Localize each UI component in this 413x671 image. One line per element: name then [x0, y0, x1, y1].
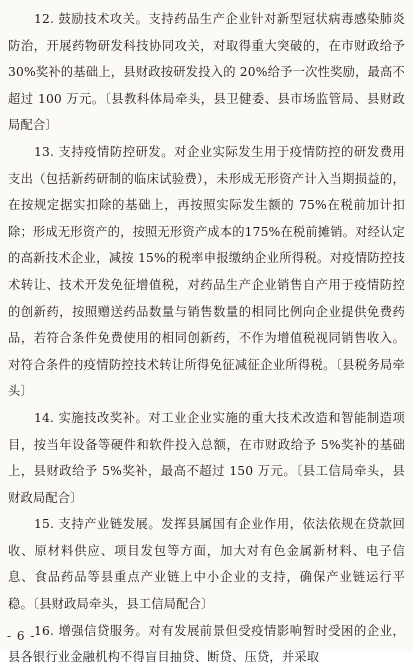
page-number: - 6 - [7, 629, 36, 643]
paragraph-15-industry-chain-support: 15. 支持产业链发展。发挥县属国有企业作用，依法依规在贷款回收、原材料供应、项目发包等方面，加大对有色金属新材料、电子信息、食品药品等县重点产业链上中小企业的支持，确保产业链运行平稳。〔县财政局牵头，县工信局配合〕 [8, 517, 405, 612]
paragraph-16-credit-service: 16. 增强信贷服务。对有发展前景但受疫情影响暂时受困的企业，县各银行业金融机构不得盲目抽贷、断贷、压贷，并采取 [8, 623, 405, 665]
policy-text-block [8, 6, 405, 671]
paragraph-13-support-epidemic-research: 13. 支持疫情防控研发。对企业实际发生用于疫情防控的研发费用支出（包括新药研制的临床试验费），未形成无形资产计入当期损益的，在按规定据实扣除的基础上，再按照实际发生额的 75%在税前加计扣除；形成无形资产的，按照无形资产成本的175%在税前摊销。对经认定的高新技术企业，减按 15%的税率申报缴纳企业所得税。对疫情防控技术转让、技术开发免征增值税，对药品生产企业销售自产用于疫情防控的创新药，按照赠送药品数量与销售数量的相同比例向企业提供免费药品，若符合条件免费使用的相同创新药，不作为增值税视同销售收入。对符合条件的疫情防控技术转让所得免征减征企业所得税。〔县税务局牵头〕 [8, 144, 405, 399]
paragraph-12-encourage-technology-research: 12. 鼓励技术攻关。支持药品生产企业针对新型冠状病毒感染肺炎防治，开展药物研发科技协同攻关，对取得重大突破的，在市财政给予 30%奖补的基础上，县财政按研发投入的 20%给予一次性奖励，最高不超过 100 万元。〔县教科体局牵头，县卫健委、县市场监管局、县财政局配合〕 [8, 12, 405, 133]
paragraph-14-technical-transformation-subsidy: 14. 实施技改奖补。对工业企业实施的重大技术改造和智能制造项目，按当年设备等硬件和软件投入总额，在市财政给予 5%奖补的基础上，县财政给予 5%奖补，最高不超过 150 万元。〔县工信局牵头，县财政局配合〕 [8, 410, 405, 505]
